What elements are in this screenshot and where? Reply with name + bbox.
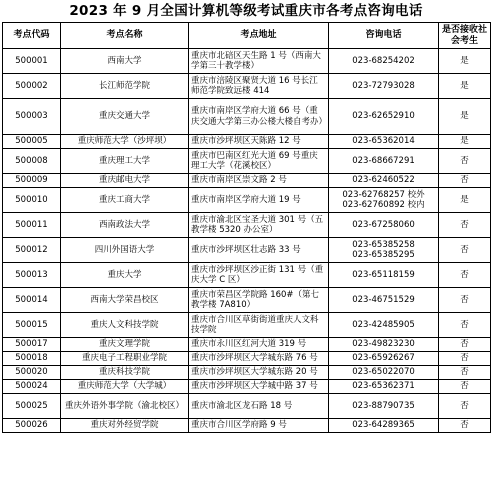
cell-address: 重庆市沙坪坝区大学城中路 37 号 xyxy=(189,380,329,394)
table-row xyxy=(3,213,491,238)
cell-phone: 023-65926267 xyxy=(329,352,439,366)
cell-address: 重庆市渝北区宝圣大道 301 号（五教学楼 5320 办公室） xyxy=(189,213,329,238)
table-row xyxy=(3,74,491,99)
table-header-row xyxy=(3,23,491,49)
header-address: 考点地址 xyxy=(189,23,329,49)
cell-code: 500010 xyxy=(3,188,61,213)
cell-address: 重庆市永川区红河大道 319 号 xyxy=(189,338,329,352)
cell-phone: 023-46751529 xyxy=(329,288,439,313)
cell-accept: 否 xyxy=(439,149,491,174)
cell-site-name: 长江师范学院 xyxy=(61,74,189,99)
cell-accept: 是 xyxy=(439,188,491,213)
cell-site-name: 重庆外语外事学院（渝北校区） xyxy=(61,394,189,419)
cell-phone: 023-67258060 xyxy=(329,213,439,238)
cell-site-name: 重庆人文科技学院 xyxy=(61,313,189,338)
cell-phone: 023-62652910 xyxy=(329,99,439,135)
header-name: 考点名称 xyxy=(61,23,189,49)
cell-code: 500011 xyxy=(3,213,61,238)
cell-accept: 否 xyxy=(439,213,491,238)
table-row xyxy=(3,366,491,380)
cell-accept: 是 xyxy=(439,49,491,74)
table-row xyxy=(3,313,491,338)
table-row xyxy=(3,99,491,135)
cell-address: 重庆市渝北区龙石路 18 号 xyxy=(189,394,329,419)
header-accept: 是否接收社会考生 xyxy=(439,23,491,49)
cell-code: 500013 xyxy=(3,263,61,288)
cell-code: 500018 xyxy=(3,352,61,366)
cell-site-name: 重庆科技学院 xyxy=(61,366,189,380)
table-row xyxy=(3,174,491,188)
exam-sites-table xyxy=(2,22,491,433)
cell-site-name: 重庆文理学院 xyxy=(61,338,189,352)
document-title: 2023 年 9 月全国计算机等级考试重庆市各考点咨询电话 xyxy=(69,3,423,19)
table-row xyxy=(3,149,491,174)
cell-accept: 否 xyxy=(439,338,491,352)
table-row xyxy=(3,263,491,288)
cell-accept: 否 xyxy=(439,380,491,394)
cell-accept: 否 xyxy=(439,288,491,313)
cell-site-name: 西南政法大学 xyxy=(61,213,189,238)
cell-code: 500017 xyxy=(3,338,61,352)
cell-code: 500003 xyxy=(3,99,61,135)
cell-phone: 023-68667291 xyxy=(329,149,439,174)
cell-accept: 否 xyxy=(439,313,491,338)
cell-phone: 023-42485905 xyxy=(329,313,439,338)
table-row xyxy=(3,380,491,394)
cell-site-name: 重庆大学 xyxy=(61,263,189,288)
cell-address: 重庆市合川区草街街道重庆人文科技学院 xyxy=(189,313,329,338)
cell-site-name: 重庆邮电大学 xyxy=(61,174,189,188)
cell-phone: 023-62768257 校外 023-62760892 校内 xyxy=(329,188,439,213)
cell-site-name: 四川外国语大学 xyxy=(61,238,189,263)
cell-code: 500001 xyxy=(3,49,61,74)
table-row xyxy=(3,419,491,433)
cell-accept: 否 xyxy=(439,394,491,419)
cell-phone: 023-65118159 xyxy=(329,263,439,288)
cell-address: 重庆市沙坪坝区天陈路 12 号 xyxy=(189,135,329,149)
cell-phone: 023-65362014 xyxy=(329,135,439,149)
cell-phone: 023-88790735 xyxy=(329,394,439,419)
table-body xyxy=(3,49,491,433)
cell-accept: 否 xyxy=(439,366,491,380)
cell-phone: 023-65022070 xyxy=(329,366,439,380)
cell-code: 500002 xyxy=(3,74,61,99)
cell-phone: 023-62460522 xyxy=(329,174,439,188)
cell-address: 重庆市沙坪坝区沙正街 131 号（重庆大学 C 区） xyxy=(189,263,329,288)
cell-site-name: 重庆理工大学 xyxy=(61,149,189,174)
cell-code: 500012 xyxy=(3,238,61,263)
cell-code: 500009 xyxy=(3,174,61,188)
cell-site-name: 重庆对外经贸学院 xyxy=(61,419,189,433)
cell-address: 重庆市涪陵区聚贤大道 16 号长江师范学院致远楼 414 xyxy=(189,74,329,99)
header-code: 考点代码 xyxy=(3,23,61,49)
cell-address: 重庆市荣昌区学院路 160#（第七教学楼 7A810） xyxy=(189,288,329,313)
cell-address: 重庆市巴南区红光大道 69 号重庆理工大学（花溪校区） xyxy=(189,149,329,174)
table-row xyxy=(3,49,491,74)
cell-phone: 023-72793028 xyxy=(329,74,439,99)
cell-accept: 否 xyxy=(439,352,491,366)
cell-code: 500008 xyxy=(3,149,61,174)
cell-accept: 否 xyxy=(439,419,491,433)
cell-site-name: 西南大学荣昌校区 xyxy=(61,288,189,313)
cell-phone: 023-49823230 xyxy=(329,338,439,352)
cell-phone: 023-68254202 xyxy=(329,49,439,74)
cell-code: 500020 xyxy=(3,366,61,380)
cell-site-name: 重庆交通大学 xyxy=(61,99,189,135)
cell-phone: 023-65362371 xyxy=(329,380,439,394)
cell-code: 500026 xyxy=(3,419,61,433)
header-phone: 咨询电话 xyxy=(329,23,439,49)
cell-code: 500015 xyxy=(3,313,61,338)
table-row xyxy=(3,188,491,213)
cell-accept: 是 xyxy=(439,74,491,99)
cell-site-name: 西南大学 xyxy=(61,49,189,74)
cell-code: 500025 xyxy=(3,394,61,419)
cell-accept: 是 xyxy=(439,99,491,135)
cell-phone: 023-64289365 xyxy=(329,419,439,433)
cell-accept: 否 xyxy=(439,263,491,288)
table-row xyxy=(3,288,491,313)
cell-site-name: 重庆师范大学（大学城） xyxy=(61,380,189,394)
cell-address: 重庆市沙坪坝区大学城东路 20 号 xyxy=(189,366,329,380)
cell-accept: 是 xyxy=(439,135,491,149)
cell-address: 重庆市沙坪坝区壮志路 33 号 xyxy=(189,238,329,263)
table-row xyxy=(3,135,491,149)
cell-site-name: 重庆师范大学（沙坪坝） xyxy=(61,135,189,149)
cell-code: 500005 xyxy=(3,135,61,149)
cell-phone: 023-65385258 023-65385295 xyxy=(329,238,439,263)
table-row xyxy=(3,338,491,352)
cell-site-name: 重庆电子工程职业学院 xyxy=(61,352,189,366)
cell-address: 重庆市合川区学府路 9 号 xyxy=(189,419,329,433)
cell-address: 重庆市南岸区学府大道 66 号（重庆交通大学第三办公楼大楼自考办） xyxy=(189,99,329,135)
cell-address: 重庆市南岸区学府大道 19 号 xyxy=(189,188,329,213)
cell-address: 重庆市北碚区天生路 1 号（西南大学第三十教学楼） xyxy=(189,49,329,74)
table-row xyxy=(3,238,491,263)
cell-code: 500014 xyxy=(3,288,61,313)
cell-address: 重庆市沙坪坝区大学城东路 76 号 xyxy=(189,352,329,366)
table-row xyxy=(3,394,491,419)
table-row xyxy=(3,352,491,366)
cell-accept: 否 xyxy=(439,238,491,263)
cell-code: 500024 xyxy=(3,380,61,394)
cell-site-name: 重庆工商大学 xyxy=(61,188,189,213)
cell-accept: 否 xyxy=(439,174,491,188)
cell-address: 重庆市南岸区崇文路 2 号 xyxy=(189,174,329,188)
